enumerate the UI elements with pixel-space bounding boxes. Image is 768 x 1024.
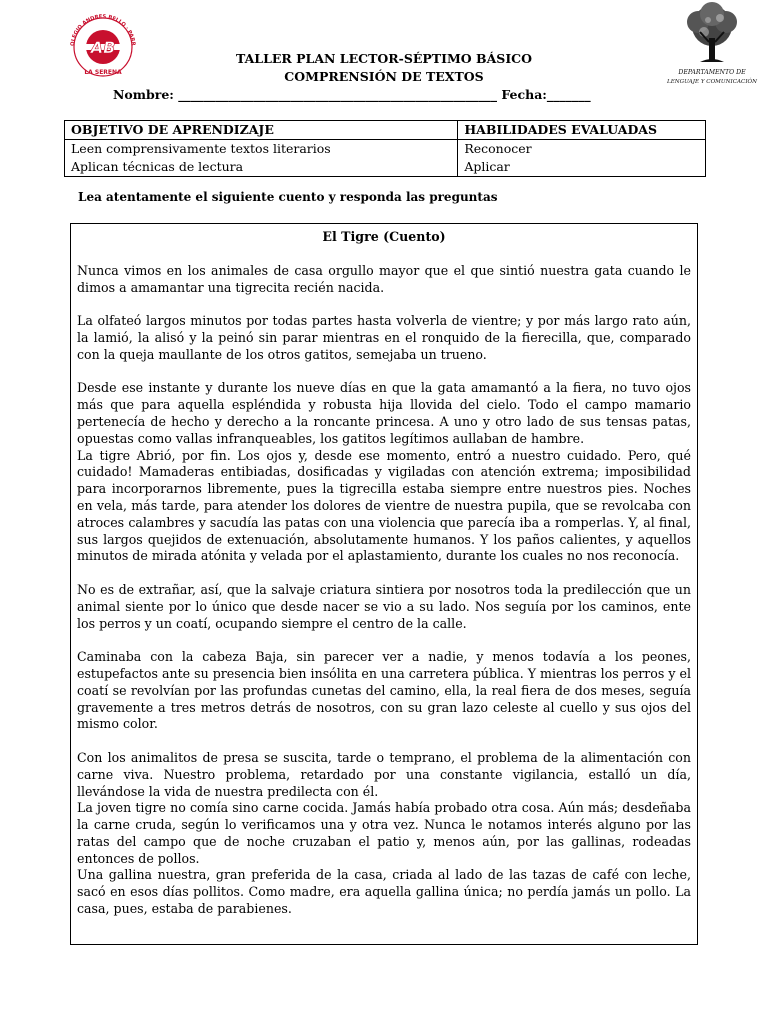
date-label: Fecha:	[497, 87, 547, 102]
school-logo-city: LA SERENA	[84, 69, 122, 76]
date-blank[interactable]: _______	[546, 87, 591, 102]
story-paragraph: La olfateó largos minutos por todas partes hasta volverla de vientre; y por más largo rato aún, la lamió, la alisó y la peinó sin parar mientras en el ronquido de la fierecilla, que, comparado con la queja maullante de los otros gatitos, semejaba un trueno.	[77, 313, 691, 362]
story-paragraph: La joven tigre no comía sino carne cocida. Jamás había probado otra cosa. Aún más; desdeñaba la carne cruda, según lo verificamos una y otra vez. Nunca le notamos interés alguno por las ratas del campo que de noche cruzaban el patio y, menos aún, por las gallinas, rodeadas entonces de pollos.	[77, 800, 691, 866]
skill-cell: Aplicar	[458, 158, 706, 177]
table-row	[65, 158, 706, 177]
worksheet-subtitle: COMPRENSIÓN DE TEXTOS	[284, 69, 484, 84]
department-logo-line2: LENGUAJE Y COMUNICACIÓN	[666, 79, 758, 85]
story-paragraph: Con los animalitos de presa se suscita, tarde o temprano, el problema de la alimentación con carne viva. Nuestro problema, retardado por una constante vigilancia, estalló un día, llevándose la vida de nuestra predilecta con él.	[77, 749, 691, 799]
table-header-row	[65, 121, 706, 140]
name-blank[interactable]: ___________________________________________________	[173, 87, 497, 102]
story-box	[70, 223, 698, 945]
school-logo	[66, 13, 140, 77]
school-logo-initials: AB	[90, 38, 116, 57]
skills-header: HABILIDADES EVALUADAS	[458, 121, 706, 140]
story-title: El Tigre (Cuento)	[322, 229, 446, 244]
school-logo-arc-text: OLEGIO ANDRES BELLO · PARR	[69, 13, 137, 47]
story-paragraph: Caminaba con la cabeza Baja, sin parecer ver a nadie, y menos todavía a los peones, estupefactos ante su presencia bien insólita en una carretera pública. Y mientras los perros y el coatí se revolvían por las profundas cunetas del camino, ella, la real fiera de dos meses, seguía gravemente a tres metros detrás de nosotros, con su gran lazo celeste al cuello y sus ojos del mismo color.	[77, 649, 691, 732]
story-paragraph: La tigre Abrió, por fin. Los ojos y, desde ese momento, entró a nuestro cuidado. Pero, qué cuidado! Mamaderas entibiadas, dosificadas y vigiladas con atención extrema; imposibilidad para incorporarnos libremente, pues la tigrecilla estaba siempre entre nuestros pies. Noches en vela, más tarde, para atender los dolores de vientre de nuestra pupila, que se revolcaba con atroces calambres y sacudía las patas con una violencia que parecía iba a romperlas. Y, al final, sus largos quejidos de extenuación, absolutamente humanos. Y los paños calientes, y aquellos minutos de mirada atónita y velada por el aplastamiento, durante los cuales no nos reconocía.	[77, 447, 691, 564]
objectives-table	[64, 120, 706, 177]
story-paragraph: Una gallina nuestra, gran preferida de la casa, criada al lado de las tazas de café con leche, sacó en esos días pollitos. Como madre, era aquella gallina única; no perdía jamás un pollo. La casa, pues, estaba de parabienes.	[77, 867, 691, 917]
objective-header: OBJETIVO DE APRENDIZAJE	[65, 121, 458, 140]
worksheet-title: TALLER PLAN LECTOR-SÉPTIMO BÁSICO	[235, 51, 532, 66]
objective-cell: Aplican técnicas de lectura	[65, 158, 458, 177]
name-date-line	[113, 87, 591, 102]
story-paragraph: Desde ese instante y durante los nueve días en que la gata amamantó a la fiera, no tuvo ojos más que para aquella espléndida y robusta hija llovida del cielo. Todo el campo mamario pertenecía de hecho y derecho a la roncante princesa. A uno y otro lado de sus tensas patas, opuestas como vallas infranqueables, los gatitos legítimos aullaban de hambre.	[77, 380, 691, 446]
instructions: Lea atentamente el siguiente cuento y responda las preguntas	[78, 190, 498, 204]
department-logo-line1: DEPARTAMENTO DE	[678, 69, 746, 76]
story-paragraph: Nunca vimos en los animales de casa orgullo mayor que el que sintió nuestra gata cuando le dimos a amamantar una tigrecita recién nacida.	[77, 262, 691, 295]
table-row	[65, 140, 706, 159]
objective-cell: Leen comprensivamente textos literarios	[65, 140, 458, 159]
story-paragraph: No es de extrañar, así, que la salvaje criatura sintiera por nosotros toda la predilección que un animal siente por lo único que desde nacer se vio a su lado. Nos seguía por los caminos, ente los perros y un coatí, ocupando siempre el centro de la calle.	[77, 581, 691, 631]
name-label: Nombre:	[113, 87, 174, 102]
skill-cell: Reconocer	[458, 140, 706, 159]
